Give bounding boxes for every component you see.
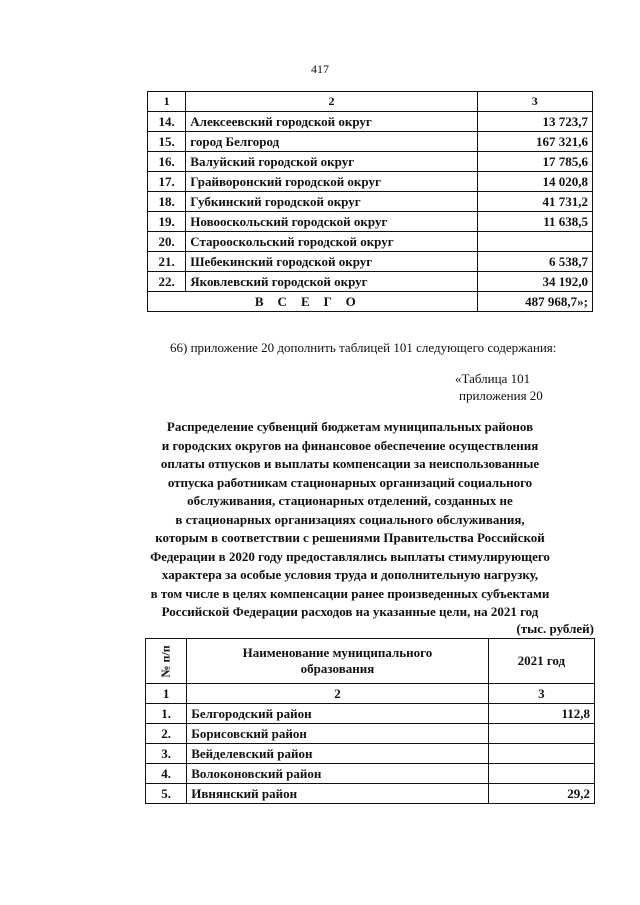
page-number: 417 [311,62,329,76]
row-value: 11 638,5 [477,212,592,232]
index-col-3: 3 [488,684,594,704]
index-col-2: 2 [187,684,488,704]
total-row [148,292,593,312]
table-caption-line-2: приложения 20 [459,388,543,403]
row-number: 2. [146,724,187,744]
row-number: 4. [146,764,187,784]
table-row [146,724,595,744]
row-name: Губкинский городской округ [186,192,477,212]
row-name: Борисовский район [187,724,488,744]
row-number: 22. [148,272,186,292]
table-row [148,192,593,212]
row-value: 167 321,6 [477,132,592,152]
title-line: характера за особые условия труда и дополнительную нагрузку, [161,567,539,582]
row-value [488,724,594,744]
row-value: 112,8 [488,704,594,724]
table-row [146,704,595,724]
table-row [148,152,593,172]
units-label: (тыс. рублей) [516,621,594,636]
row-name: Волоконовский район [187,764,488,784]
row-name: Белгородский район [187,704,488,724]
row-name: Валуйский городской округ [186,152,477,172]
row-name: Алексеевский городской округ [186,112,477,132]
row-name: Шебекинский городской округ [186,252,477,272]
subvention-table [145,638,595,804]
title-line: отпуска работникам стационарных организаций социального [167,474,533,490]
title-line: и городских округов на финансовое обеспечение осуществления [161,437,539,453]
row-number: 3. [146,744,187,764]
row-value: 14 020,8 [477,172,592,192]
table-header-row [148,92,593,112]
row-name: Ивнянский район [187,784,488,804]
table-caption-line-1: «Таблица 101 [455,371,531,386]
table-row [146,744,595,764]
row-number: 19. [148,212,186,232]
row-value: 29,2 [488,784,594,804]
row-value: 17 785,6 [477,152,592,172]
header-number-text: № п/п [158,645,173,678]
header-col-2: 2 [186,92,477,112]
row-name: Грайворонский городской округ [186,172,477,192]
header-col-1: 1 [148,92,186,112]
header-municipality: Наименование муниципального образования [187,639,488,684]
row-name: город Белгород [186,132,477,152]
row-number: 17. [148,172,186,192]
title-line: в стационарных организациях социального обслуживания, [175,511,525,527]
total-value: 487 968,7»; [477,292,592,312]
row-value: 41 731,2 [477,192,592,212]
row-value: 6 538,7 [477,252,592,272]
table-index-row [146,684,595,704]
header-col-3: 3 [477,92,592,112]
index-col-1: 1 [146,684,187,704]
row-name: Новооскольский городской округ [186,212,477,232]
table-header-row [146,639,595,684]
document-title [120,418,580,622]
table-row [148,272,593,292]
row-value [477,232,592,252]
row-number: 5. [146,784,187,804]
table-row [146,784,595,804]
title-line: Федерации в 2020 году предоставлялись выплаты стимулирующего [150,548,550,564]
table-row [148,232,593,252]
table-caption [455,370,605,404]
row-value [488,744,594,764]
title-line: Распределение субвенций бюджетам муниципальных районов [166,419,534,434]
table-row [148,132,593,152]
row-value: 34 192,0 [477,272,592,292]
row-number: 15. [148,132,186,152]
table-row [146,764,595,784]
row-name: Яковлевский городской округ [186,272,477,292]
title-line: оплаты отпусков и выплаты компенсации за неиспользованные [160,456,540,471]
total-label: ВСЕГО [148,292,478,312]
row-number: 1. [146,704,187,724]
row-number: 18. [148,192,186,212]
distribution-table-continuation [147,91,593,312]
table-row [148,252,593,272]
amendment-text: 66) приложение 20 дополнить таблицей 101 следующего содержания: [170,340,557,355]
row-value [488,764,594,784]
row-name: Вейделевский район [187,744,488,764]
title-line: которым в соответствии с решениями Правительства Российской [155,530,545,545]
row-number: 20. [148,232,186,252]
title-line: в том числе в целях компенсации ранее произведенных субъектами [150,585,550,601]
header-number [146,639,187,684]
row-name: Старооскольский городской округ [186,232,477,252]
table-row [148,212,593,232]
row-number: 14. [148,112,186,132]
row-number: 16. [148,152,186,172]
table-row [148,172,593,192]
header-year: 2021 год [488,639,594,684]
table-row [148,112,593,132]
row-value: 13 723,7 [477,112,592,132]
row-number: 21. [148,252,186,272]
title-line: обслуживания, стационарных отделений, созданных не [187,493,513,508]
title-line: Российской Федерации расходов на указанные цели, на 2021 год [161,604,539,619]
